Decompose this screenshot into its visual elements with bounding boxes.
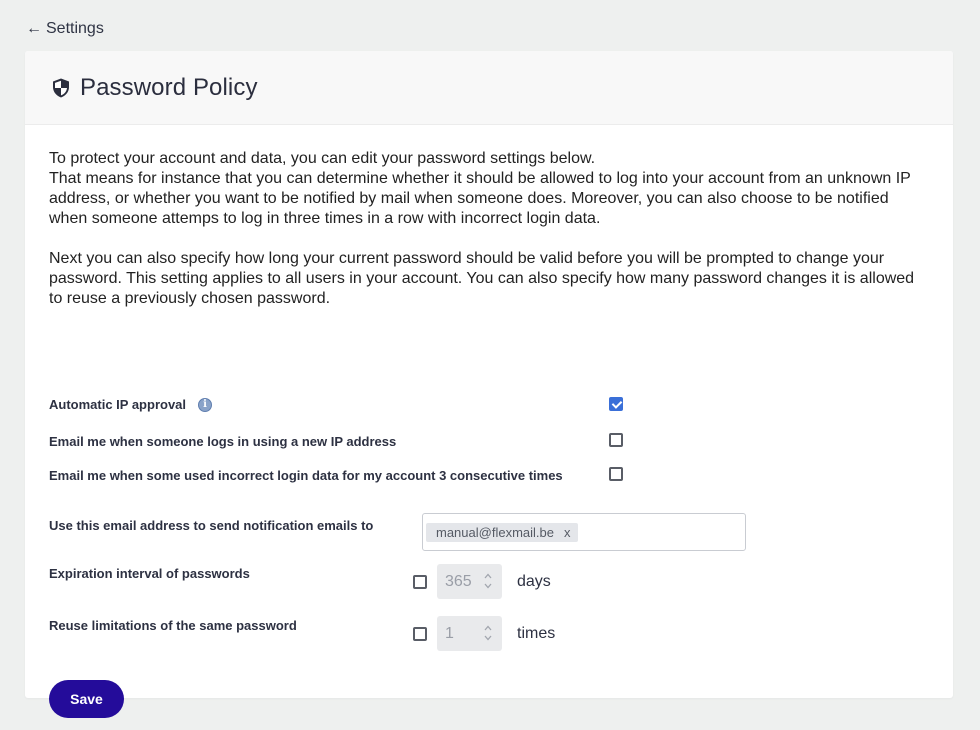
card-header [25,51,953,125]
email-new-ip-label-text: Email me when someone logs in using a new IP address [49,434,397,449]
email-tag-remove-button[interactable]: x [563,524,571,540]
notification-email-input[interactable] [422,513,746,551]
expiration-label [49,566,250,581]
auto-ip-label-text: Automatic IP approval [49,397,187,412]
expiration-label-text: Expiration interval of passwords [49,566,250,581]
reuse-label [49,618,297,633]
expiration-checkbox[interactable] [413,575,427,589]
auto-ip-checkbox[interactable] [609,397,623,411]
chevron-down-icon[interactable] [484,583,492,589]
reuse-unit: times [517,625,556,642]
intro-paragraph-1: That means for instance that you can determine whether it should be allowed to log into your account from an unknown IP address, or whether you want to be notified by mail when someone does. Moreover, you can also choose to be notified when someone attemps to log in three times in a row with incorrect login data. [49,170,911,227]
reuse-number-input[interactable] [437,616,502,651]
chevron-up-icon[interactable] [484,573,492,579]
email-incorrect-login-label [49,468,563,483]
intro-paragraph-2: Next you can also specify how long your current password should be valid before you will be prompted to change your password. This setting applies to all users in your account. You can also specify how many password changes it is allowed to reuse a previously chosen password. [49,250,915,307]
chevron-up-icon[interactable] [484,625,492,631]
shield-icon [52,78,70,98]
back-link-label: Settings [46,20,104,37]
chevron-down-icon[interactable] [484,635,492,641]
email-tag [426,523,578,542]
back-arrow-icon: ← [26,20,42,37]
page-title: Password Policy [80,73,258,101]
notification-email-label-text: Use this email address to send notification emails to [49,518,374,533]
back-to-settings-link[interactable] [26,20,104,38]
notification-email-label [49,518,373,533]
reuse-checkbox[interactable] [413,627,427,641]
expiration-stepper[interactable] [484,573,492,589]
expiration-value: 365 [445,572,472,590]
email-incorrect-login-label-text: Email me when some used incorrect login data for my account 3 consecutive times [49,468,563,483]
reuse-value: 1 [445,624,454,642]
save-button[interactable]: Save [49,680,124,718]
reuse-stepper[interactable] [484,625,492,641]
info-icon[interactable]: i [198,398,212,412]
intro-text [49,149,929,309]
email-tag-text: manual@flexmail.be [436,524,554,540]
email-incorrect-login-checkbox[interactable] [609,467,623,481]
email-new-ip-label [49,434,396,449]
reuse-label-text: Reuse limitations of the same password [49,618,297,633]
auto-ip-label [49,397,212,412]
password-policy-card [25,51,953,707]
intro-line-1: To protect your account and data, you can edit your password settings below. [49,150,596,167]
expiration-unit: days [517,573,551,590]
email-new-ip-checkbox[interactable] [609,433,623,447]
expiration-number-input[interactable] [437,564,502,599]
